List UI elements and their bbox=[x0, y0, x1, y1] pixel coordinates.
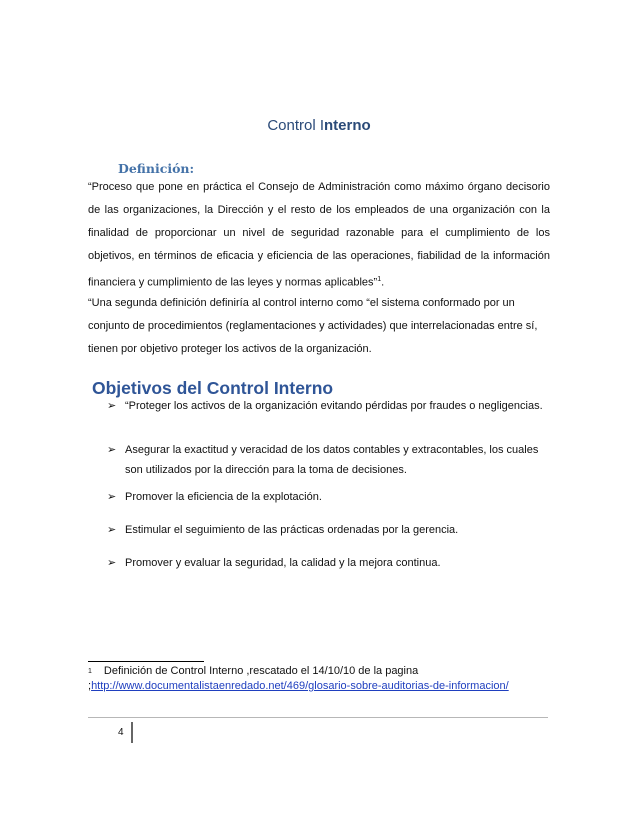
arrow-bullet-icon: ➢ bbox=[107, 491, 117, 503]
objective-text: Estimular el seguimiento de las prácticas ordenadas por la gerencia. bbox=[125, 524, 459, 536]
footnote-number: 1 bbox=[88, 668, 92, 675]
definition-paragraph-2: “Una segunda definición definiría al control interno como “el sistema conformado por un conjunto de procedimientos (reglamentaciones y actividades) que interrelacionadas entre sí, tienen por objetivo proteger los activos de la organización. bbox=[88, 297, 538, 355]
footnote bbox=[88, 664, 558, 694]
page-title bbox=[0, 117, 638, 134]
footnote-reference[interactable]: 1 bbox=[377, 276, 382, 283]
footnote-link[interactable]: http://www.documentalistaenredado.net/469/glosario-sobre-auditorias-de-informacion/ bbox=[91, 680, 509, 692]
page-number: 4 bbox=[118, 727, 124, 738]
objective-text: Promover la eficiencia de la explotación. bbox=[125, 491, 322, 503]
footer-divider bbox=[88, 717, 548, 718]
objective-text: Asegurar la exactitud y veracidad de los datos contables y extracontables, los cuales son utilizados por la dirección para la toma de decisiones. bbox=[125, 444, 539, 476]
paragraph-1-text: “Proceso que pone en práctica el Consejo de Administración como máximo órgano decisorio de las organizaciones, la Dirección y el resto de los empleados de una organización con la finalidad de proporcionar un nivel de seguridad razonable para el cumplimiento de los objetivos, en términos de eficacia y eficiencia de las operaciones, fiabilidad de la información financiera y cumplimiento de las leyes y normas aplicables bbox=[88, 181, 550, 289]
arrow-bullet-icon: ➢ bbox=[107, 557, 117, 569]
objective-text: Promover y evaluar la seguridad, la calidad y la mejora continua. bbox=[125, 557, 441, 569]
objectives-heading: Objetivos del Control Interno bbox=[92, 378, 334, 398]
arrow-bullet-icon: ➢ bbox=[107, 524, 117, 536]
page-number-bar bbox=[131, 722, 133, 743]
closing-quote: ” bbox=[373, 276, 378, 289]
footnote-separator bbox=[88, 661, 204, 662]
title-part-2: nterno bbox=[324, 117, 371, 134]
definition-heading: Definición: bbox=[118, 161, 195, 176]
title-part-1: Control I bbox=[267, 117, 325, 134]
arrow-bullet-icon: ➢ bbox=[107, 400, 117, 412]
definition-paragraph-1: “Proceso que pone en práctica el Consejo de Administración como máximo órgano decisorio de las organizaciones, la Dirección y el resto de los empleados de una organización con la finalidad de proporcionar un nivel de seguridad razonable para el cumplimiento de los objetivos, en términos de eficacia y eficiencia de las operaciones, fiabilidad de la información financiera y cumplimiento de las leyes y normas aplicables”$^1$. bbox=[88, 181, 550, 289]
objective-text: “Proteger los activos de la organización evitando pérdidas por fraudes o negligencias. bbox=[125, 400, 543, 412]
arrow-bullet-icon: ➢ bbox=[107, 444, 117, 456]
footnote-text: Definición de Control Interno ,rescatado el 14/10/10 de la pagina ; bbox=[88, 665, 419, 692]
